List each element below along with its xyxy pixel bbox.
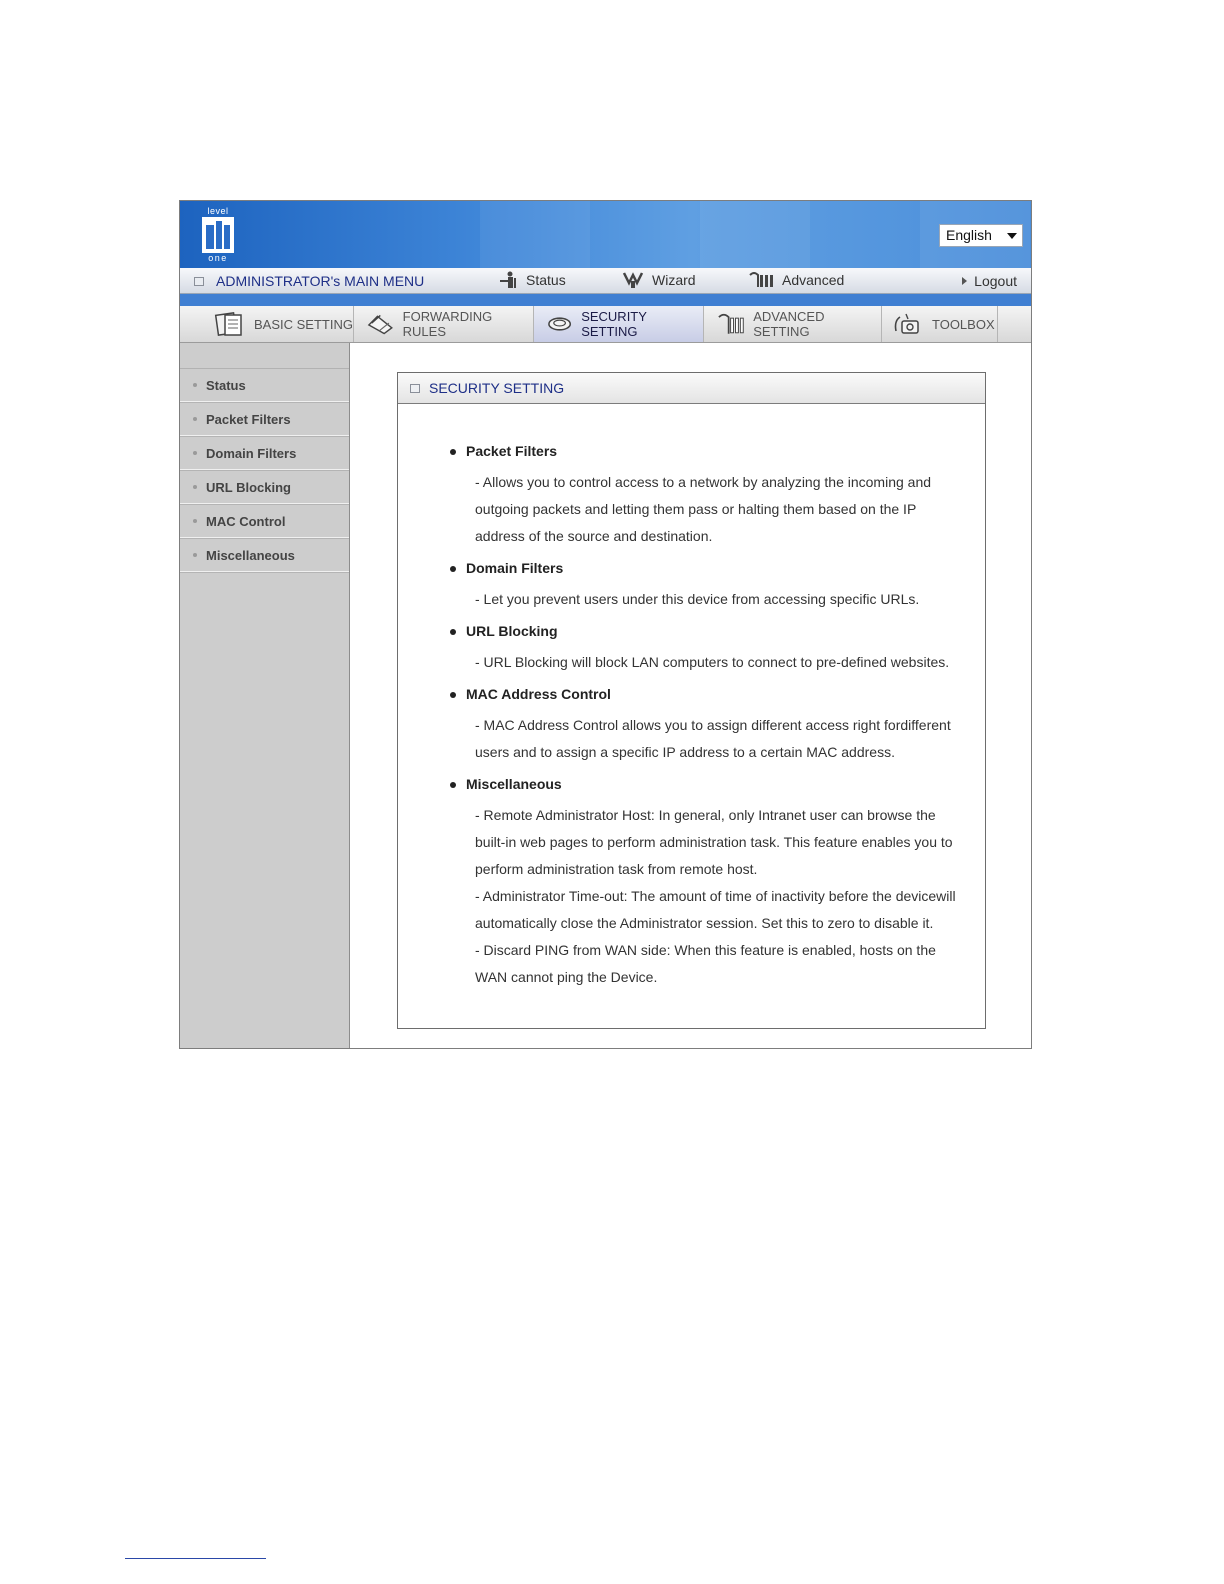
menu-wizard-label: Wizard: [652, 272, 696, 288]
levelone-logo: [198, 207, 238, 263]
bullet-icon: [193, 417, 197, 421]
tab-basic-setting-label: BASIC SETTING: [254, 316, 353, 332]
bullet-icon: [450, 449, 456, 455]
feature-title: [448, 685, 968, 712]
menu-advanced-label: Advanced: [782, 272, 845, 288]
feature-description-line: automatically close the Administrator session. Set this to zero to disable it.: [475, 915, 934, 931]
feature-description-line: - MAC Address Control allows you to assign different access right fordifferent: [475, 717, 951, 733]
tab-basic-setting[interactable]: [204, 306, 354, 342]
feature-title-text: MAC Address Control: [466, 686, 611, 702]
bullet-icon: [193, 485, 197, 489]
sidebar-item-label: MAC Control: [206, 513, 286, 529]
menu-wizard[interactable]: [622, 271, 696, 289]
feature-description-line: WAN cannot ping the Device.: [475, 969, 658, 985]
feature-title-text: URL Blocking: [466, 623, 558, 639]
bullet-icon: [450, 692, 456, 698]
footnote-rule: [125, 1558, 266, 1559]
person-icon: [498, 271, 518, 289]
sidebar-item-label: Miscellaneous: [206, 547, 295, 563]
advanced-icon: [748, 271, 774, 289]
tab-advanced-setting-label: ADVANCED SETTING: [753, 309, 825, 339]
language-value: English: [946, 227, 992, 243]
sidebar-top-band: [180, 343, 349, 369]
feature-list: [448, 442, 968, 1000]
tab-toolbox-label: TOOLBOX: [932, 316, 995, 332]
wizard-icon: [622, 271, 644, 289]
sidebar-item-mac-control[interactable]: [180, 505, 349, 538]
header-divider-strip: [180, 294, 1031, 306]
feature-title: [448, 559, 968, 586]
sidebar-item-label: Domain Filters: [206, 445, 297, 461]
forwarding-rules-icon: [366, 311, 395, 337]
feature-description-line: - Remote Administrator Host: In general, only Intranet user can browse the: [475, 807, 936, 823]
panel-header: [398, 373, 985, 404]
toolbox-icon: [892, 311, 924, 337]
feature-description-line: - Allows you to control access to a network by analyzing the incoming and: [475, 474, 932, 490]
menu-square-icon: [194, 277, 204, 286]
menu-status[interactable]: [498, 271, 566, 289]
sidebar-item-packet-filters[interactable]: [180, 403, 349, 436]
tab-security-setting[interactable]: [534, 306, 704, 342]
sidebar-item-label: Status: [206, 377, 246, 393]
menu-status-label: Status: [526, 272, 566, 288]
feature-item: [448, 685, 968, 766]
feature-description-line: perform administration task from remote host.: [475, 861, 758, 877]
feature-title: [448, 442, 968, 469]
bullet-icon: [193, 553, 197, 557]
bullet-icon: [450, 566, 456, 572]
router-admin-window: [179, 200, 1032, 1049]
sidebar-item-status[interactable]: [180, 369, 349, 402]
language-select[interactable]: [939, 224, 1023, 247]
feature-description-line: outgoing packets and letting them pass or halting them based on the IP: [475, 501, 917, 517]
feature-title-text: Packet Filters: [466, 443, 558, 459]
feature-description-line: - Administrator Time-out: The amount of time of inactivity before the devicewill: [475, 888, 956, 904]
advanced-setting-icon: [716, 311, 745, 337]
feature-title-text: Miscellaneous: [466, 776, 562, 792]
bullet-icon: [450, 782, 456, 788]
security-setting-panel: [397, 372, 986, 1029]
sidebar-item-url-blocking[interactable]: [180, 471, 349, 504]
main-menu-bar: [180, 268, 1031, 294]
feature-item: [448, 622, 968, 676]
logo-text-top: level: [207, 206, 229, 216]
logo-text-bottom: one: [208, 253, 228, 263]
section-tab-bar: [180, 306, 1031, 343]
feature-title-text: Domain Filters: [466, 560, 564, 576]
tab-toolbox[interactable]: [882, 306, 998, 342]
tab-forwarding-rules[interactable]: [354, 306, 534, 342]
feature-description-line: - Let you prevent users under this device from accessing specific URLs.: [475, 591, 920, 607]
chevron-right-icon: [962, 277, 967, 285]
security-setting-icon: [546, 312, 573, 336]
feature-description-line: - Discard PING from WAN side: When this feature is enabled, hosts on the: [475, 942, 936, 958]
tab-security-setting-label: SECURITY SETTING: [581, 309, 647, 339]
panel-square-icon: [410, 384, 420, 393]
bullet-icon: [450, 629, 456, 635]
bullet-icon: [193, 519, 197, 523]
feature-item: [448, 442, 968, 550]
feature-description-line: address of the source and destination.: [475, 528, 713, 544]
bullet-icon: [193, 451, 197, 455]
logout-link[interactable]: [962, 273, 1017, 289]
sidebar: [180, 343, 350, 1049]
feature-description-line: users and to assign a specific IP address to a certain MAC address.: [475, 744, 895, 760]
logo-mark-icon: [202, 217, 234, 253]
panel-title: SECURITY SETTING: [429, 380, 565, 396]
bullet-icon: [193, 383, 197, 387]
sidebar-item-label: URL Blocking: [206, 479, 291, 495]
sidebar-item-miscellaneous[interactable]: [180, 539, 349, 572]
tab-forwarding-rules-label: FORWARDING RULES: [402, 309, 493, 339]
logout-label: Logout: [974, 273, 1017, 289]
feature-description-line: built-in web pages to perform administration task. This feature enables you to: [475, 834, 953, 850]
sidebar-item-label: Packet Filters: [206, 411, 291, 427]
feature-item: [448, 559, 968, 613]
basic-setting-icon: [214, 311, 246, 337]
feature-item: [448, 775, 968, 991]
feature-description-line: - URL Blocking will block LAN computers to connect to pre-defined websites.: [475, 654, 950, 670]
feature-title: [448, 775, 968, 802]
tab-advanced-setting[interactable]: [704, 306, 882, 342]
menu-advanced[interactable]: [748, 271, 844, 289]
feature-title: [448, 622, 968, 649]
header-banner: [180, 201, 1031, 268]
chevron-down-icon: [1007, 233, 1017, 239]
sidebar-item-domain-filters[interactable]: [180, 437, 349, 470]
main-menu-title: ADMINISTRATOR's MAIN MENU: [216, 273, 425, 289]
